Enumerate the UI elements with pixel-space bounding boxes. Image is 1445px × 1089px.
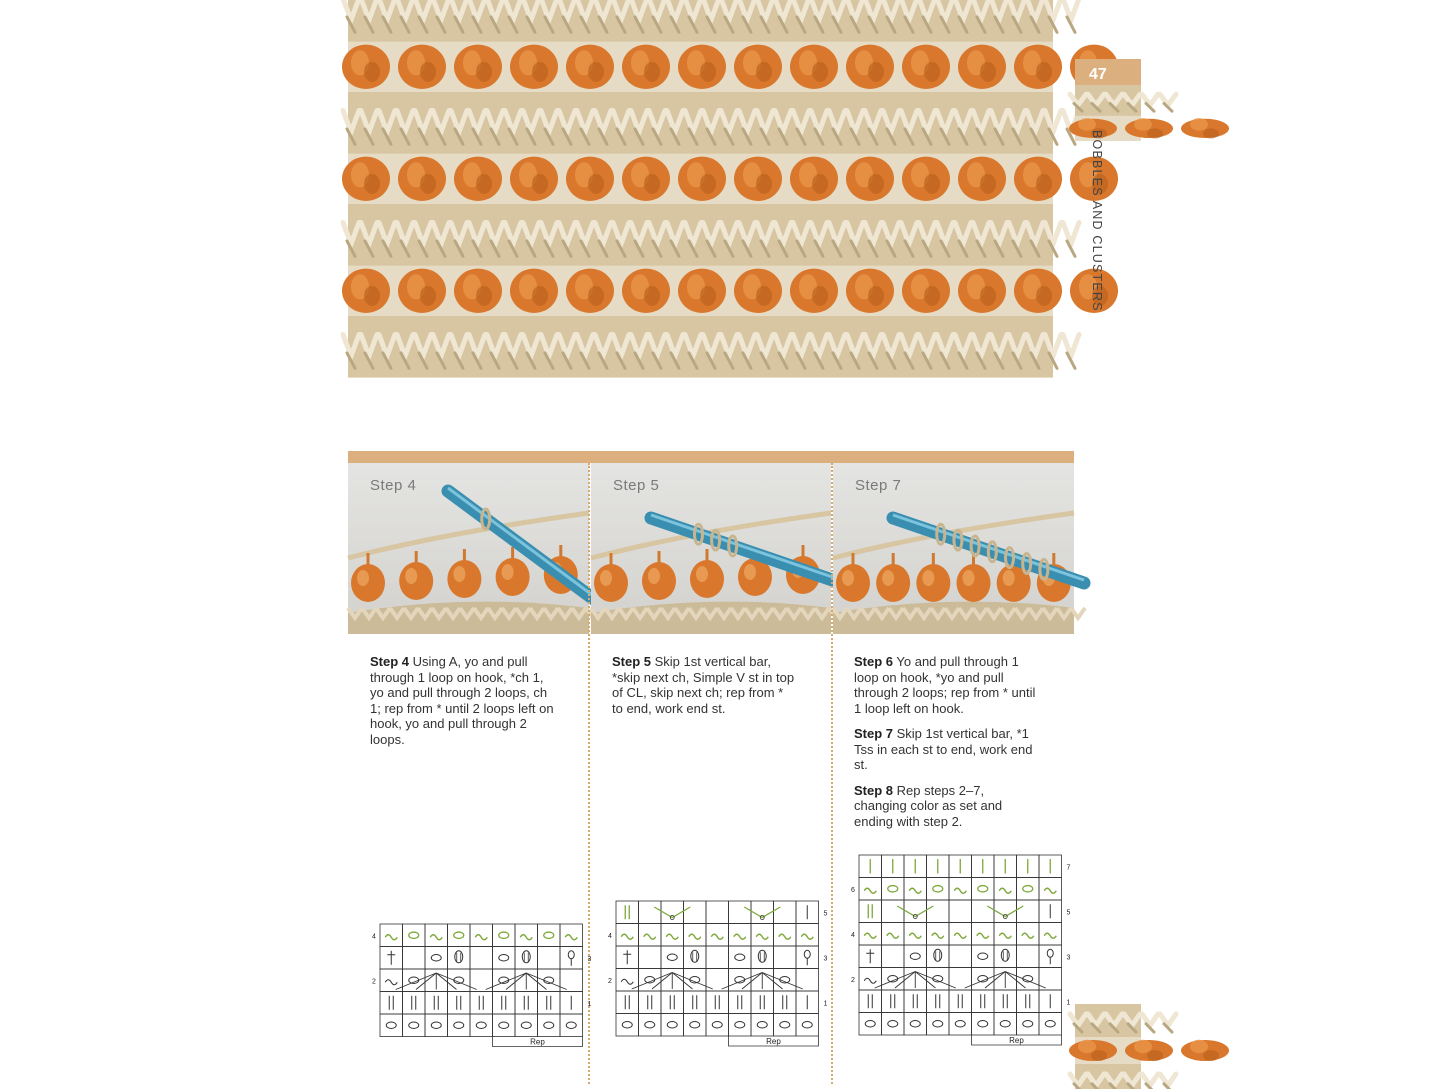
section-title: BOBBLES AND CLUSTERS (1090, 130, 1104, 312)
step-instruction: Using A, yo and pull through 1 loop on hook, *ch 1, yo and pull through 2 loops, ch 1; rep from * until 2 loops left on hook, yo and pull through 2 loops. (370, 654, 554, 747)
chart-row (380, 969, 583, 992)
chart-row-number: 2 (608, 977, 612, 985)
step-heading: Step 4 (370, 654, 410, 669)
step-heading: Step 5 (612, 654, 652, 669)
tab-swatch-thumbnail (1075, 91, 1141, 122)
chart-row-number: 5 (1066, 909, 1071, 917)
chart-row-number: 4 (851, 931, 855, 939)
step-photo-1 (348, 463, 589, 634)
chart-row-number: 2 (372, 978, 376, 986)
chart-row (616, 901, 819, 924)
step-text-column-3 (854, 654, 1039, 839)
chart-row (859, 968, 1062, 991)
step-paragraph (612, 654, 797, 716)
page-number: 47 (1075, 59, 1141, 91)
chart-row (616, 946, 819, 969)
step-photo-2 (591, 463, 831, 634)
corner-swatch-thumbnail (1075, 1008, 1141, 1084)
chart-row (859, 923, 1062, 946)
step-instruction: Rep steps 2–7, changing color as set and ending with step 2. (854, 782, 1003, 829)
chart-row (859, 945, 1062, 968)
step-photo-label: Step 5 (613, 477, 660, 494)
step-heading: Step 8 (854, 782, 894, 798)
step-photo-label: Step 7 (855, 477, 902, 494)
accent-band (348, 451, 1074, 463)
chart-row (859, 900, 1062, 923)
step-paragraph (854, 726, 1039, 773)
step-paragraph (854, 783, 1039, 830)
chart-row-number: 3 (823, 955, 828, 963)
step-photo-3 (833, 463, 1074, 634)
stitch-chart-2 (604, 899, 828, 1052)
chart-row-number: 1 (823, 1000, 828, 1008)
step-instruction: Skip 1st vertical bar, *1 Tss in each st to end, work end st. (854, 726, 1033, 772)
column-divider (588, 463, 590, 1084)
step-text-column-1 (370, 654, 555, 757)
chart-row-number: 5 (823, 910, 828, 918)
step-paragraph (370, 654, 555, 747)
rep-label: Rep (530, 1037, 545, 1047)
step-heading: Step 7 (854, 726, 894, 741)
step-instruction: Yo and pull through 1 loop on hook, *yo and pull through 2 loops; rep from * until 1 loop left on hook. (854, 654, 1036, 716)
chart-row (616, 969, 819, 992)
chart-row (380, 1014, 583, 1037)
hero-swatch-photo (348, 0, 1053, 339)
chart-row (859, 878, 1062, 901)
chart-row-number: 7 (1066, 864, 1071, 872)
chart-row (616, 924, 819, 947)
chart-row-number: 1 (587, 1000, 592, 1008)
stitch-chart-1 (368, 922, 592, 1052)
chart-row (859, 855, 1062, 878)
chart-row-number: 4 (608, 932, 612, 940)
chart-row (380, 992, 583, 1015)
stitch-chart-3 (847, 853, 1071, 1052)
chart-row-number: 3 (587, 955, 592, 963)
chart-row (616, 991, 819, 1014)
chart-row-number: 4 (372, 933, 376, 941)
chart-row-number: 2 (851, 976, 855, 984)
chart-row-number: 1 (1066, 999, 1071, 1007)
column-divider (831, 463, 833, 1084)
chart-row-number: 6 (851, 886, 855, 894)
step-heading: Step 6 (854, 654, 894, 669)
rep-label: Rep (766, 1037, 781, 1046)
step-instruction: Skip 1st vertical bar, *skip next ch, Simple V st in top of CL, skip next ch; rep from * to end, work end st. (612, 654, 795, 716)
chart-row (380, 947, 583, 970)
step-photo-label: Step 4 (370, 477, 417, 494)
step-paragraph (854, 654, 1039, 716)
step-text-column-2 (612, 654, 797, 726)
chart-row (859, 1013, 1062, 1036)
chart-row-number: 3 (1066, 954, 1071, 962)
rep-label: Rep (1009, 1036, 1024, 1045)
chart-row (859, 990, 1062, 1013)
chart-row (616, 1014, 819, 1037)
chart-row (380, 924, 583, 947)
